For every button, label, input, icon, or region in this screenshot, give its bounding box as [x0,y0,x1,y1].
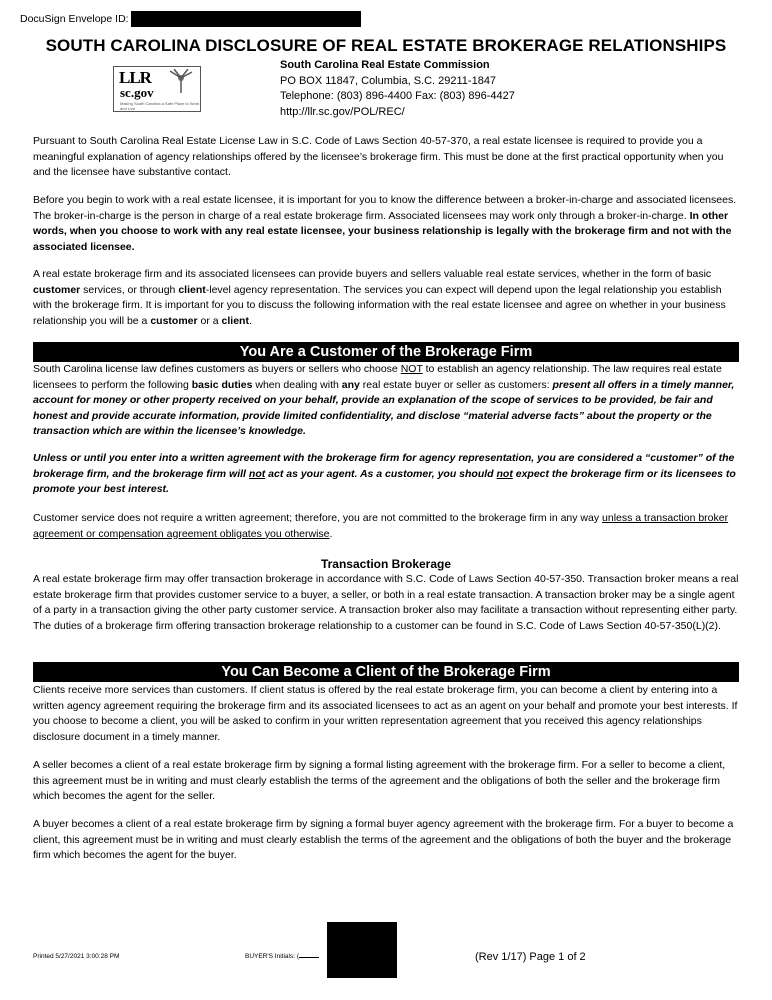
customer-p1-not: NOT [400,363,423,375]
intro-p3-text-d: or a [197,314,222,327]
customer-p1-any: any [341,378,360,391]
agency-name: South Carolina Real Estate Commission [280,59,490,71]
agency-address: PO BOX 11847, Columbia, S.C. 29211-1847 [280,74,497,87]
buyer-initials-label: BUYER'S Initials: ( [245,953,299,960]
customer-p1-text-b: to establish an agency relationship. The law requires real estate licensees to perform the following [33,363,722,391]
client-paragraph-3: A buyer becomes a client of a real estate brokerage firm by signing a formal buyer agency agreement with the brokerage firm. For a buyer to become a client, this agreement must be in writing and must clearly establish the terms of the agreement and the obligations of both the buyer and the brokerage firm which becomes the agent for the buyer. [33,818,734,862]
envelope-id-redaction [131,11,361,27]
intro-p3-text-a: A real estate brokerage firm and its associated licensees can provide buyers and sellers valuable real estate services, whether in the form of basic [33,268,712,280]
palmetto-icon [166,69,196,95]
docusign-envelope-id [20,11,361,27]
customer-p3-exception: unless a transaction broker agreement or compensation agreement obligates you otherwise [33,512,729,540]
customer-p2-text-a: Unless or until you enter into a written agreement with the brokerage firm for agency representation, you are considered a “customer” of the brokerage firm, and the brokerage firm will [33,452,735,480]
customer-p1-text-c: when dealing with [252,378,342,391]
initials-line [299,957,319,958]
customer-p2-text-c: expect the brokerage firm or its licensees to promote your best interest. [33,467,736,496]
agency-phone: Telephone: (803) 896-4400 Fax: (803) 896-4427 [280,90,515,102]
intro-p3-client-2: client [221,314,249,327]
logo-llr-text: LLR [119,68,151,87]
revision-page-number: (Rev 1/17) Page 1 of 2 [475,951,586,963]
intro-paragraph-1: Pursuant to South Carolina Real Estate License Law in S.C. Code of Laws Section 40-57-370, a real estate licensee is required to provide you a meaningful explanation of agency relationships offered by the licensee’s brokerage firm. This must be done at the first practical opportunity when you and the licensee have substantive contact. [33,135,724,179]
customer-p1-text-d: real estate buyer or seller as customers: [359,378,553,391]
customer-p1-basic-duties: basic duties [191,378,253,391]
envelope-label: DocuSign Envelope ID: [20,13,129,25]
buyer-initials [245,953,319,960]
customer-p1-text-a: South Carolina license law defines customers as buyers or sellers who choose [33,363,401,375]
transaction-brokerage-heading: Transaction Brokerage [320,557,452,571]
customer-p2-not-1: not [248,467,266,480]
intro-p3-customer: customer [33,283,81,296]
logo-tagline: Making South Carolina a Safe Place to Work and Live [120,101,200,111]
customer-p3-text-a: Customer service does not require a written agreement; therefore, you are not committed to the brokerage firm in any way [33,512,603,524]
intro-p3-text-b: services, or through [80,283,179,296]
intro-paragraph-2 [33,193,739,255]
customer-paragraph-2 [33,451,739,498]
intro-p3-text-c: -level agency representation. The services you can expect will depend upon the legal relationship you establish with the brokerage firm. It is important for you to discuss the following information with the real estate licensee and agree on whether in your business relationship you will be a [33,283,726,327]
customer-p2-not-2: not [496,467,513,480]
customer-paragraph-1 [33,362,739,440]
logo-scgov-text: sc.gov [120,85,154,100]
intro-p2-emphasis: In other words, when you choose to work with any real estate licensee, your business relationship is legally with the brokerage firm and not with the associated licensee. [33,209,732,253]
customer-p2-text-b: act as your agent. As a customer, you should [265,467,497,480]
llr-logo [113,66,201,112]
client-paragraph-2: A seller becomes a client of a real estate brokerage firm by signing a formal listing agreement with the brokerage firm. For a seller to become a client, this agreement must be in writing and must clearly establish the terms of the agreement and the obligations of both the seller and the brokerage firm which becomes the agent for the seller. [33,759,726,803]
printed-timestamp: Printed 5/27/2021 3:00:28 PM [33,953,120,960]
intro-p3-client: client [178,283,206,296]
customer-section-heading: You Are a Customer of the Brokerage Firm [33,342,739,362]
agency-url: http://llr.sc.gov/POL/REC/ [280,105,405,118]
customer-p3-text-b: . [329,527,333,540]
intro-p2-text: Before you begin to work with a real estate licensee, it is important for you to know the difference between a broker-in-charge and associated licensees. The broker-in-charge is the person in charge of a real estate brokerage firm. Associated licensees may work only through a broker-in-charge. [33,194,737,222]
document-title: SOUTH CAROLINA DISCLOSURE OF REAL ESTATE BROKERAGE RELATIONSHIPS [45,36,727,55]
initials-redaction [327,922,397,978]
customer-p1-duties-list: present all offers in a timely manner, account for money or other property received on your behalf, provide an explanation of the scope of services to be provided, be fair and honest and provide accurate information, provide limited confidentiality, and disclose “material adverse facts” about the property or the transaction which are within the licensee’s knowledge. [33,378,735,438]
transaction-paragraph: A real estate brokerage firm may offer transaction brokerage in accordance with S.C. Code of Laws Section 40-57-350. Transaction broker means a real estate brokerage firm that provides customer service to a buyer, a seller, or both in a real estate transaction. A transaction broker may be a single agent of a party in a transaction giving the other party customer service. A transaction broker also may facilitate a transaction without representing either party. The duties of a brokerage firm offering transaction brokerage relationship to a customer can be found in S.C. Code of Laws Section 40-57-350(L)(2). [33,573,739,632]
client-paragraph-1: Clients receive more services than customers. If client status is offered by the real estate brokerage firm, you can become a client by entering into a written agency agreement requiring the brokerage firm and its associated licensees to act as an agent on your behalf and promote your best interests. If you choose to become a client, you will be asked to confirm in your written representation agreement that you received this agency relationships disclosure document in a timely manner. [33,684,738,743]
intro-p3-text-e: . [248,314,252,327]
customer-paragraph-3 [33,511,739,542]
agency-contact [280,58,515,120]
intro-p3-customer-2: customer [150,314,198,327]
intro-paragraph-3 [33,267,739,329]
client-section-heading: You Can Become a Client of the Brokerage Firm [33,662,739,682]
